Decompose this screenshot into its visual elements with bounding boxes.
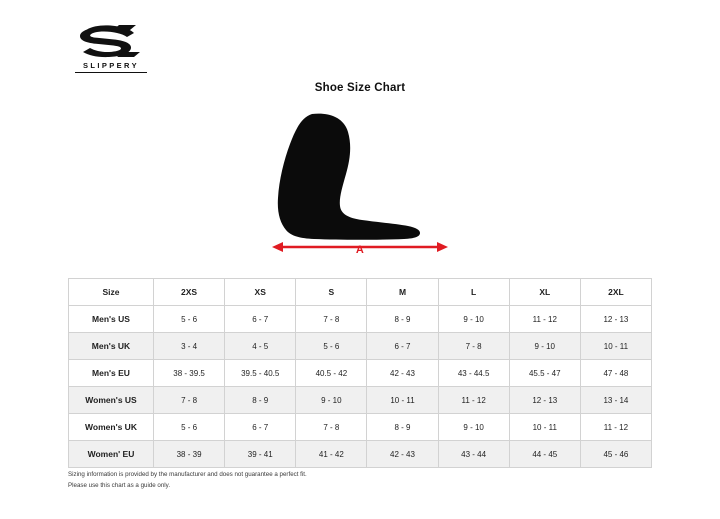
table-cell: 39.5 - 40.5	[225, 360, 296, 387]
table-cell: 43 - 44.5	[438, 360, 509, 387]
table-cell: 38 - 39	[154, 441, 225, 468]
brand-logo	[68, 24, 154, 73]
row-label: Men's US	[69, 306, 154, 333]
row-label: Women's US	[69, 387, 154, 414]
table-cell: 3 - 4	[154, 333, 225, 360]
table-cell: 10 - 11	[509, 414, 580, 441]
table-header-cell: XL	[509, 279, 580, 306]
table-cell: 47 - 48	[580, 360, 651, 387]
table-cell: 39 - 41	[225, 441, 296, 468]
table-cell: 45.5 - 47	[509, 360, 580, 387]
table-cell: 12 - 13	[580, 306, 651, 333]
table-header-cell: XS	[225, 279, 296, 306]
measure-label: A	[355, 244, 365, 256]
table-cell: 5 - 6	[154, 414, 225, 441]
table-header-cell: L	[438, 279, 509, 306]
table-cell: 10 - 11	[367, 387, 438, 414]
logo-divider	[75, 72, 147, 73]
brand-name: SLIPPERY	[82, 61, 139, 70]
table-cell: 11 - 12	[509, 306, 580, 333]
table-cell: 40.5 - 42	[296, 360, 367, 387]
table-cell: 45 - 46	[580, 441, 651, 468]
table-cell: 38 - 39.5	[154, 360, 225, 387]
table-cell: 4 - 5	[225, 333, 296, 360]
table-cell: 5 - 6	[296, 333, 367, 360]
table-cell: 6 - 7	[225, 414, 296, 441]
table-header-cell: M	[367, 279, 438, 306]
row-label: Men's EU	[69, 360, 154, 387]
table-cell: 9 - 10	[438, 414, 509, 441]
table-header-cell: Size	[69, 279, 154, 306]
table-cell: 11 - 12	[438, 387, 509, 414]
table-cell: 41 - 42	[296, 441, 367, 468]
table-cell: 9 - 10	[296, 387, 367, 414]
table-cell: 13 - 14	[580, 387, 651, 414]
foot-illustration	[270, 112, 450, 262]
table-cell: 42 - 43	[367, 441, 438, 468]
table-header-cell: 2XL	[580, 279, 651, 306]
table-cell: 5 - 6	[154, 306, 225, 333]
table-cell: 11 - 12	[580, 414, 651, 441]
slippery-s-logo-icon	[79, 24, 143, 58]
row-label: Men's UK	[69, 333, 154, 360]
table-header-row	[69, 279, 652, 306]
table-row	[69, 306, 652, 333]
table-cell: 7 - 8	[296, 306, 367, 333]
table-cell: 12 - 13	[509, 387, 580, 414]
table-row	[69, 360, 652, 387]
table-cell: 44 - 45	[509, 441, 580, 468]
table-cell: 9 - 10	[509, 333, 580, 360]
row-label: Women' EU	[69, 441, 154, 468]
footnote	[68, 470, 488, 492]
table-cell: 7 - 8	[154, 387, 225, 414]
table-row	[69, 333, 652, 360]
table-cell: 8 - 9	[367, 414, 438, 441]
table-row	[69, 441, 652, 468]
row-label: Women's UK	[69, 414, 154, 441]
footnote-line-1: Sizing information is provided by the manufacturer and does not guarantee a perfect fit.	[68, 471, 307, 478]
table-cell: 10 - 11	[580, 333, 651, 360]
footnote-line-2: Please use this chart as a guide only.	[68, 481, 171, 489]
table-row	[69, 387, 652, 414]
table-cell: 42 - 43	[367, 360, 438, 387]
table-header-cell: 2XS	[154, 279, 225, 306]
table-cell: 6 - 7	[367, 333, 438, 360]
shoe-size-table	[68, 278, 652, 468]
page-title: Shoe Size Chart	[314, 82, 406, 94]
table-cell: 9 - 10	[438, 306, 509, 333]
table-cell: 6 - 7	[225, 306, 296, 333]
table-row	[69, 414, 652, 441]
table-cell: 8 - 9	[225, 387, 296, 414]
table-cell: 7 - 8	[438, 333, 509, 360]
table-cell: 43 - 44	[438, 441, 509, 468]
table-cell: 7 - 8	[296, 414, 367, 441]
table-header-cell: S	[296, 279, 367, 306]
table-cell: 8 - 9	[367, 306, 438, 333]
